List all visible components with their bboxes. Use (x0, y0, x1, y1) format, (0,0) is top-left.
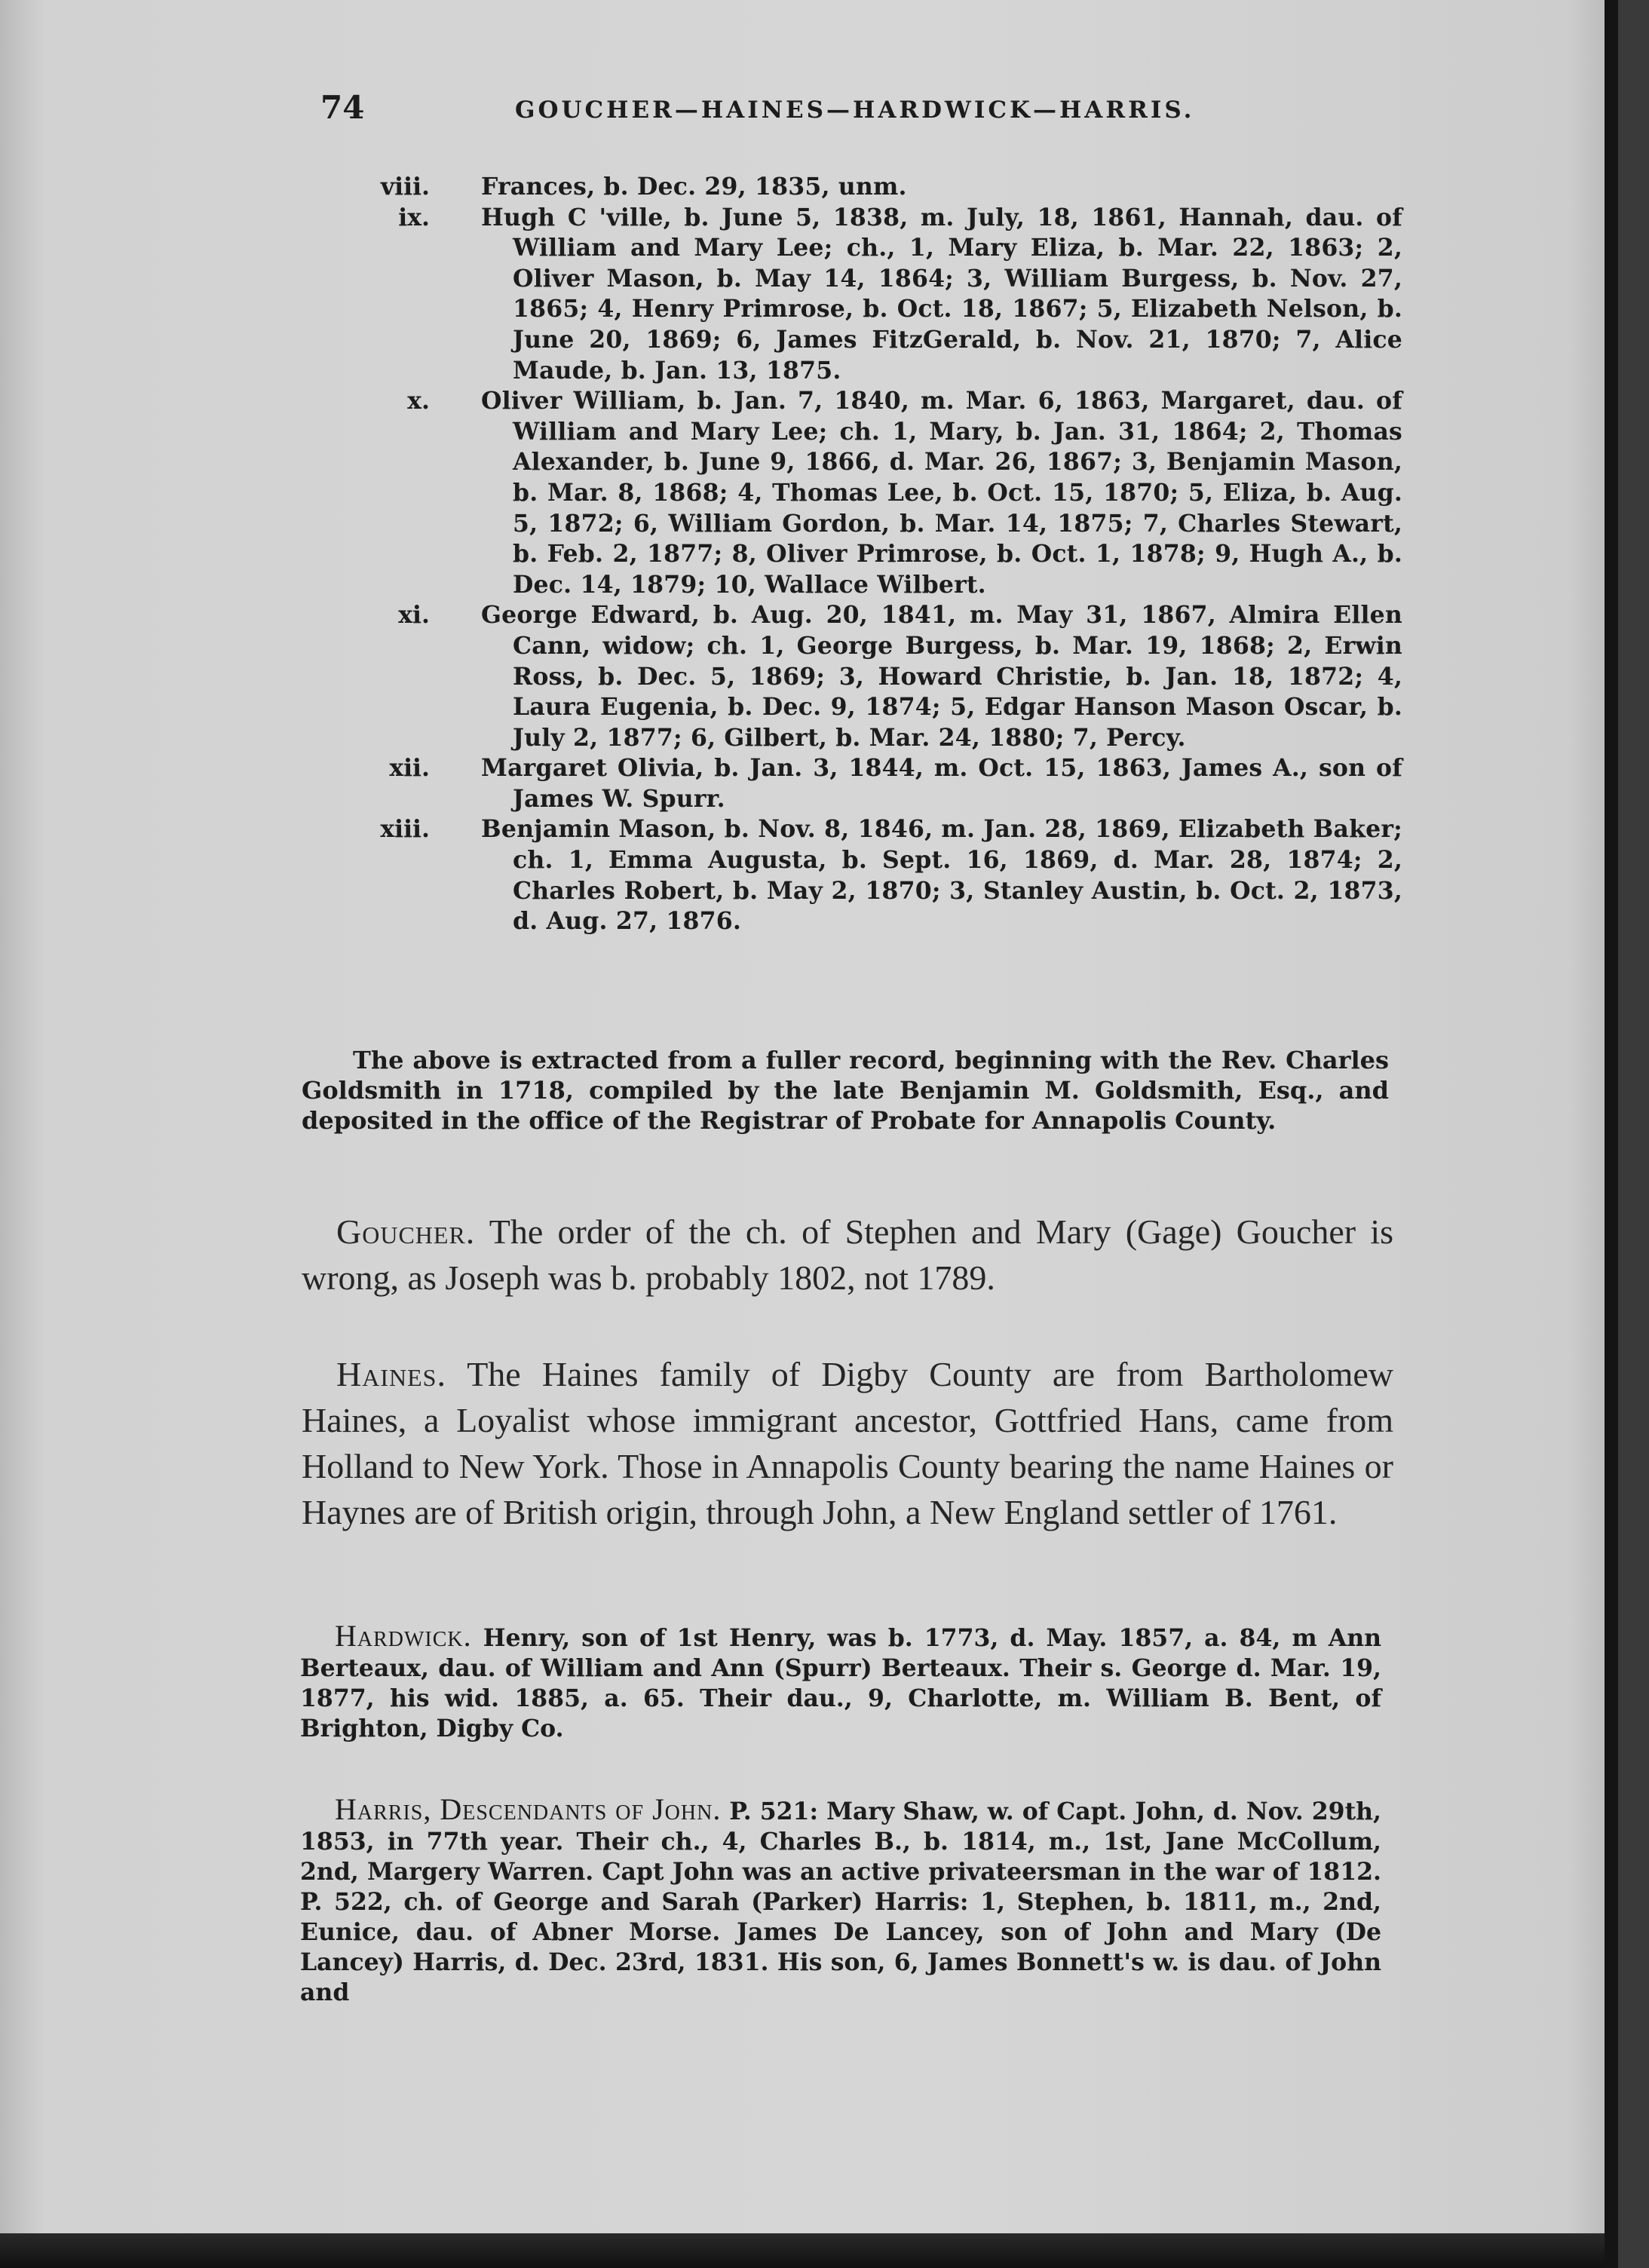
list-item (377, 753, 1402, 814)
entry-number: x. (407, 387, 430, 415)
entry-number: xi. (398, 601, 430, 630)
haines-text: The Haines family of Digby County are from Bartholomew Haines, a Loyalist whose immigrant ancestor, Gottfried Hans, came from Holland to New York. Those in Annapolis County bearing the name Haines or Haynes are of British origin, through John, a New England settler of 1761. (302, 1355, 1393, 1531)
entry-number: xiii. (380, 815, 430, 844)
entry-text: Margaret Olivia, b. Jan. 3, 1844, m. Oct. 15, 1863, James A., son of James W. Spurr. (481, 754, 1402, 813)
list-item (377, 172, 1402, 203)
list-item (377, 600, 1402, 753)
list-item (377, 814, 1402, 936)
harris-paragraph (300, 1794, 1381, 2008)
goucher-text: The order of the ch. of Stephen and Mary (Gage) Goucher is wrong, as Joseph was b. probably 1802, not 1789. (302, 1212, 1393, 1297)
entry-text: Frances, b. Dec. 29, 1835, unm. (481, 173, 907, 201)
children-list (377, 172, 1402, 937)
hardwick-paragraph (300, 1621, 1381, 1744)
page-number: 74 (320, 89, 365, 126)
entry-number: xii. (389, 754, 430, 783)
entry-number: viii. (380, 173, 430, 201)
spine-shadow (1618, 0, 1649, 2268)
harris-heading: Harris, Descendants of John. (335, 1792, 722, 1826)
harris-text: P. 521: Mary Shaw, w. of Capt. John, d. Nov. 29th, 1853, in 77th year. Their ch., 4, Charles B., b. 1814, m., 1st, Jane McCollum, 2nd, Margery Warren. Capt John was an active privateersman in the war of 1812. P. 522, ch. of George and Sarah (Parker) Harris: 1, Stephen, b. 1811, m., 2nd, Eunice, dau. of Abner Morse. James De Lancey, son of John and Mary (De Lancey) Harris, d. Dec. 23rd, 1831. His son, 6, James Bonnett's w. is dau. of John and (300, 1798, 1382, 2006)
book-spine (1605, 0, 1618, 2268)
entry-text: Hugh C 'ville, b. June 5, 1838, m. July, 18, 1861, Hannah, dau. of William and Mary Lee; ch., 1, Mary Eliza, b. Mar. 22, 1863; 2, Oliver Mason, b. May 14, 1864; 3, William Burgess, b. Nov. 27, 1865; 4, Henry Primrose, b. Oct. 18, 1867; 5, Elizabeth Nelson, b. June 20, 1869; 6, James FitzGerald, b. Nov. 21, 1870; 7, Alice Maude, b. Jan. 13, 1875. (481, 203, 1402, 385)
source-note: The above is extracted from a fuller record, beginning with the Rev. Charles Goldsmith in 1718, compiled by the late Benjamin M. Goldsmith, Esq., and deposited in the office of the Registrar of Probate for Annapolis County. (302, 1046, 1389, 1135)
list-item (377, 386, 1402, 600)
haines-heading: Haines. (336, 1355, 446, 1393)
goucher-paragraph (302, 1209, 1393, 1301)
entry-text: George Edward, b. Aug. 20, 1841, m. May 31, 1867, Almira Ellen Cann, widow; ch. 1, George Burgess, b. Mar. 19, 1868; 2, Erwin Ross, b. Dec. 5, 1869; 3, Howard Christie, b. Jan. 18, 1872; 4, Laura Eugenia, b. Dec. 9, 1874; 5, Edgar Hanson Mason Oscar, b. July 2, 1877; 6, Gilbert, b. Mar. 24, 1880; 7, Percy. (481, 601, 1402, 752)
page-header (0, 89, 1605, 134)
page-bottom-edge (0, 2233, 1605, 2268)
entry-number: ix. (398, 203, 430, 231)
haines-paragraph (302, 1351, 1393, 1535)
list-item (377, 203, 1402, 387)
entry-text: Benjamin Mason, b. Nov. 8, 1846, m. Jan. 28, 1869, Elizabeth Baker; ch. 1, Emma Augusta, b. Sept. 16, 1869, d. Mar. 28, 1874; 2, Charles Robert, b. May 2, 1870; 3, Stanley Austin, b. Oct. 2, 1873, d. Aug. 27, 1876. (481, 815, 1402, 936)
running-title: GOUCHER—HAINES—HARDWICK—HARRIS. (515, 97, 1195, 124)
hardwick-text: Henry, son of 1st Henry, was b. 1773, d. May. 1857, a. 84, m Ann Berteaux, dau. of William and Ann (Spurr) Berteaux. Their s. George d. Mar. 19, 1877, his wid. 1885, a. 65. Their dau., 9, Charlotte, m. William B. Bent, of Brighton, Digby Co. (300, 1624, 1381, 1742)
hardwick-heading: Hardwick. (335, 1619, 472, 1653)
entry-text: Oliver William, b. Jan. 7, 1840, m. Mar. 6, 1863, Margaret, dau. of William and Mary Lee; ch. 1, Mary, b. Jan. 31, 1864; 2, Thomas Alexander, b. June 9, 1866, d. Mar. 26, 1867; 3, Benjamin Mason, b. Mar. 8, 1868; 4, Thomas Lee, b. Oct. 15, 1870; 5, Eliza, b. Aug. 5, 1872; 6, William Gordon, b. Mar. 14, 1875; 7, Charles Stewart, b. Feb. 2, 1877; 8, Oliver Primrose, b. Oct. 1, 1878; 9, Hugh A., b. Dec. 14, 1879; 10, Wallace Wilbert. (481, 387, 1402, 599)
goucher-heading: Goucher. (336, 1212, 476, 1251)
